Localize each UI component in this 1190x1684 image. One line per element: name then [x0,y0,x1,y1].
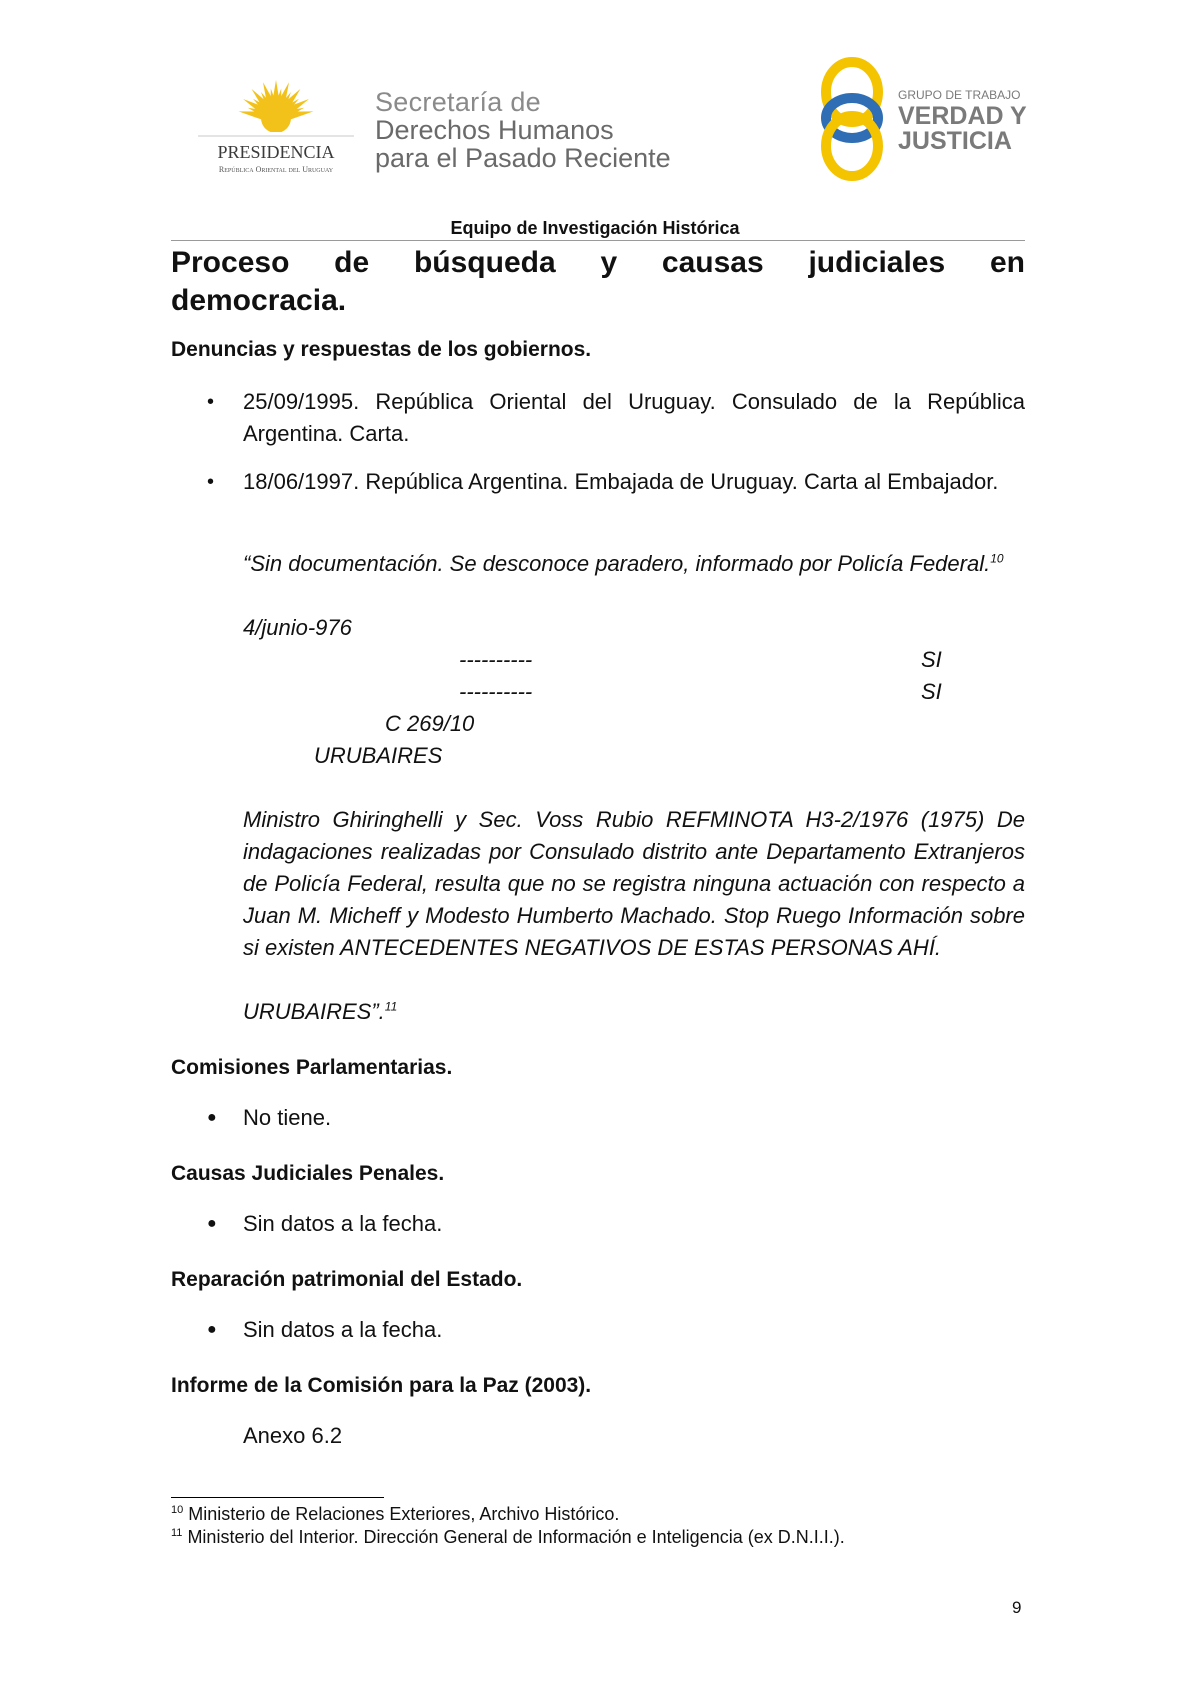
verdad-justicia-logo [818,54,1028,184]
secretaria-line-1: Secretaría de [375,87,541,117]
rings-icon [818,54,1028,184]
list-item: Sin datos a la fecha. [243,1211,443,1236]
quote-si: SI [921,647,942,672]
title-word: causas [661,246,764,279]
vj-logo-line-3: JUSTICIA [898,127,1012,155]
secretaria-logo-text [375,88,671,172]
vj-logo-line-1: GRUPO DE TRABAJO [898,88,1021,102]
section-heading-reparacion: Reparación patrimonial del Estado. [171,1268,523,1291]
secretaria-line-2: Derechos Humanos [375,115,614,145]
presidencia-logo-subtext: República Oriental del Uruguay [218,165,334,174]
list-item: 25/09/1995. República Oriental del Uruguay. Consulado de la República Argentina. Carta. [243,389,1025,446]
bullet-marker: ● [207,1321,217,1338]
vj-logo-line-2: VERDAD Y [898,102,1027,130]
quote-closing-wrap [243,996,1025,1028]
sun-icon [196,78,356,178]
footnote-11 [171,1526,845,1548]
presidencia-logo-text: PRESIDENCIA [217,142,335,162]
section-heading-comisiones: Comisiones Parlamentarias. [171,1056,453,1079]
title-line-2: democracia. [171,284,347,317]
bullet-marker: ● [207,1215,217,1232]
quote-si: SI [921,679,942,704]
page-title [171,244,1025,320]
quote-opening [243,548,1025,580]
header-divider [171,240,1025,241]
title-word: búsqueda [413,246,556,279]
quote-sender: URUBAIRES [314,743,443,768]
annex-reference: Anexo 6.2 [243,1423,343,1448]
page-header [0,0,1190,240]
quote-body: Ministro Ghiringhelli y Sec. Voss Rubio REFMINOTA H3-2/1976 (1975) De indagaciones realizadas por Consulado distrito ante Departamento Extranjeros de Policía Federal, resulta que no se registra ninguna actuación con respecto a Juan M. Micheff y Modesto Humberto Machado. Stop Ruego Información sobre si existen ANTECEDENTES NEGATIVOS DE ESTAS PERSONAS AHÍ. [243,807,1025,960]
footnote-text: Ministerio de Relaciones Exteriores, Archivo Histórico. [188,1504,620,1524]
footnote-ref[interactable]: 10 [990,551,1004,566]
list-item: Sin datos a la fecha. [243,1317,443,1342]
bullet-marker: • [207,471,215,493]
list-item: 18/06/1997. República Argentina. Embajada de Uruguay. Carta al Embajador. [243,469,999,494]
team-name: Equipo de Investigación Histórica [450,218,740,238]
presidencia-logo [196,78,356,178]
footnote-text: Ministerio del Interior. Dirección General de Información e Inteligencia (ex D.N.I.I.). [187,1527,845,1547]
document-body [171,244,1025,1448]
footnote-number: 10 [171,1504,184,1516]
page-number: 9 [1012,1598,1022,1617]
secretaria-line-3: para el Pasado Reciente [375,143,671,173]
list-item: No tiene. [243,1105,332,1130]
quote-line-1: “Sin documentación. Se desconoce paradero, informado por Policía Federal. [243,551,991,576]
title-word: en [989,246,1025,279]
footnote-ref[interactable]: 11 [384,999,398,1014]
footnote-10 [171,1503,619,1525]
quote-dashes: ---------- [459,647,533,672]
quote-dashes: ---------- [459,679,533,704]
quote-date: 4/junio-976 [243,615,352,640]
quote-code: C 269/10 [385,711,475,736]
title-line-1 [171,244,1025,282]
title-word: judiciales [808,246,946,279]
bullet-marker: • [207,391,215,413]
title-word: y [600,246,618,279]
title-word: de [334,246,370,279]
section-heading-denuncias: Denuncias y respuestas de los gobiernos. [171,338,592,361]
quote-closing: URUBAIRES”. [243,999,385,1024]
section-heading-informe: Informe de la Comisión para la Paz (2003). [171,1374,592,1397]
title-word: Proceso [171,246,290,279]
section-heading-causas: Causas Judiciales Penales. [171,1162,445,1185]
footnote-divider [171,1497,384,1498]
footnote-number: 11 [171,1527,183,1539]
bullet-marker: ● [207,1109,217,1126]
